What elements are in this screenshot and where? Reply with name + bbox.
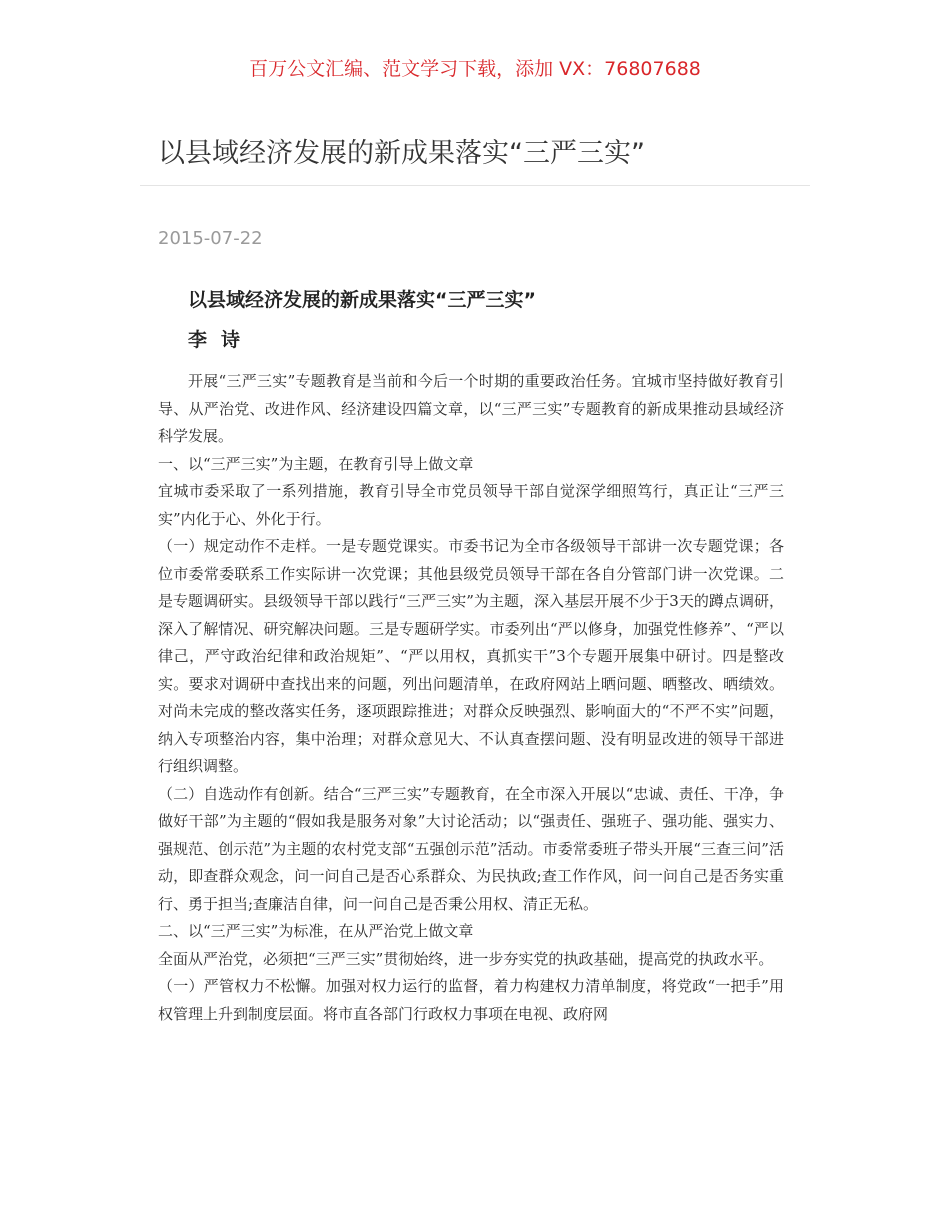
article-paragraph: （二）自选动作有创新。结合“三严三实”专题教育，在全市深入开展以“忠诚、责任、干净，争做好干部”为主题的“假如我是服务对象”大讨论活动；以“强责任、强班子、强功能、强实力、强规范、创示范”为主题的农村党支部“五强创示范”活动。市委常委班子带头开展“三查三问”活动，即查群众观念，问一问自己是否心系群众、为民执政;查工作作风，问一问自己是否务实重行、勇于担当;查廉洁自律，问一问自己是否秉公用权、清正无私。 <box>158 784 784 913</box>
article-paragraph: （一）严管权力不松懈。加强对权力运行的监督，着力构建权力清单制度，将党政“一把手”用权管理上升到制度层面。将市直各部门行政权力事项在电视、政府网 <box>158 977 784 1023</box>
title-divider <box>140 185 810 186</box>
article-paragraph: （一）规定动作不走样。一是专题党课实。市委书记为全市各级领导干部讲一次专题党课；各位市委常委联系工作实际讲一次党课；其他县级党员领导干部在各自分管部门讲一次党课。二是专题调研实。县级领导干部以践行“三严三实”为主题，深入基层开展不少于3天的蹲点调研，深入了解情况、研究解决问题。三是专题研学实。市委列出“严以修身，加强党性修养”、“严以律己，严守政治纪律和政治规矩”、“严以用权，真抓实干”3个专题开展集中研讨。四是整改实。要求对调研中查找出来的问题，列出问题清单，在政府网站上晒问题、晒整改、晒绩效。对尚未完成的整改落实任务，逐项跟踪推进；对群众反映强烈、影响面大的“不严不实”问题，纳入专项整治内容，集中治理；对群众意见大、不认真查摆问题、没有明显改进的领导干部进行组织调整。 <box>158 537 784 775</box>
article-heading: 以县域经济发展的新成果落实“三严三实” <box>188 289 536 311</box>
article-paragraph: 宜城市委采取了一系列措施，教育引导全市党员领导干部自觉深学细照笃行，真正让“三严三实”内化于心、外化于行。 <box>158 482 784 528</box>
post-date: 2015-07-22 <box>158 228 263 249</box>
article-paragraph: 全面从严治党，必须把“三严三实”贯彻始终，进一步夯实党的执政基础，提高党的执政水平。 <box>158 949 774 968</box>
section-heading: 一、以“三严三实”为主题，在教育引导上做文章 <box>158 454 474 473</box>
promo-banner: 百万公文汇编、范文学习下载，添加 VX：76807688 <box>249 58 701 80</box>
article-paragraph: 开展“三严三实”专题教育是当前和今后一个时期的重要政治任务。宜城市坚持做好教育引导、从严治党、改进作风、经济建设四篇文章，以“三严三实”专题教育的新成果推动县域经济科学发展。 <box>158 372 784 445</box>
article-body <box>158 368 784 1028</box>
article-author: 李诗 <box>188 329 255 351</box>
page-title: 以县域经济发展的新成果落实“三严三实” <box>158 138 645 169</box>
section-heading: 二、以“三严三实”为标准，在从严治党上做文章 <box>158 922 474 940</box>
